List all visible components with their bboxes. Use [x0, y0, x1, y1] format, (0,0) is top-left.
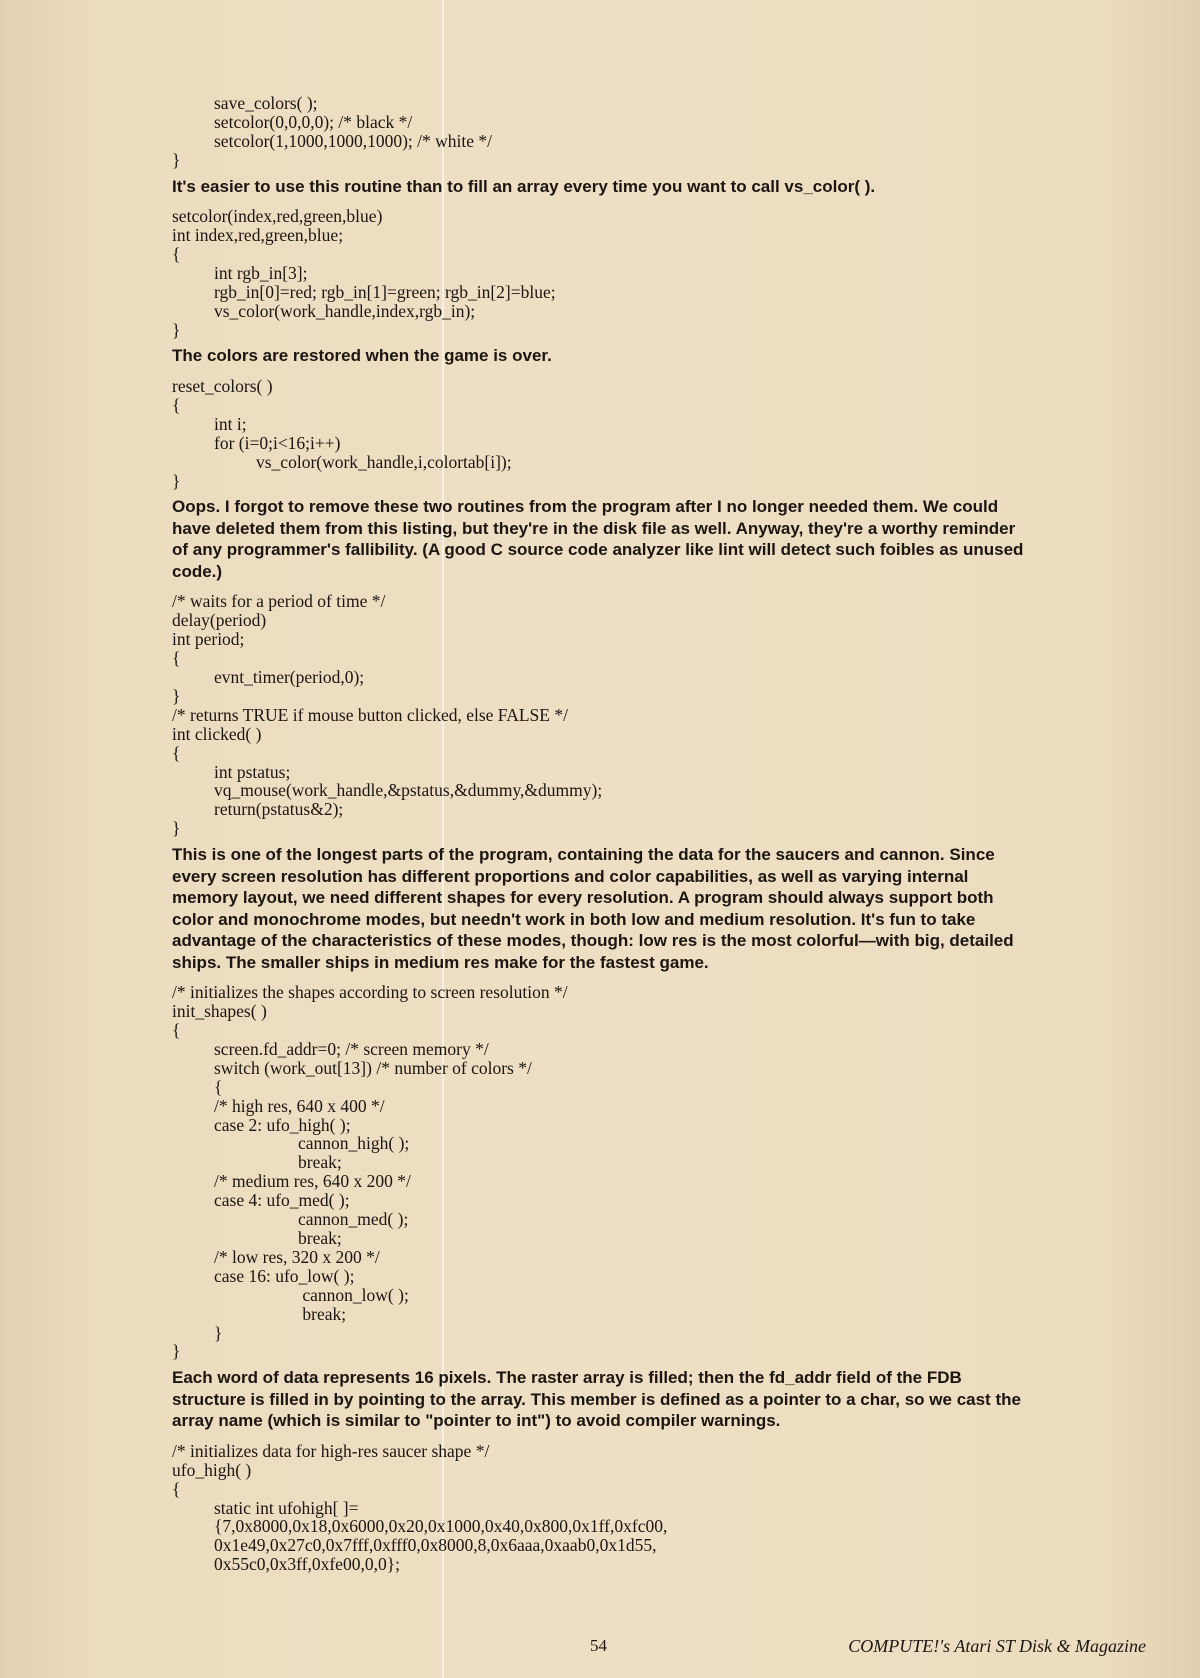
code-line: /* waits for a period of time */ [172, 591, 386, 612]
code-line: /* medium res, 640 x 200 */ [214, 1171, 411, 1192]
code-line: evnt_timer(period,0); [214, 667, 365, 688]
code-listing [172, 377, 1032, 490]
code-line: ufo_high( ) [172, 1459, 252, 1480]
code-line: case 4: ufo_med( ); [214, 1190, 350, 1211]
article-paragraph: The colors are restored when the game is over. [172, 346, 552, 366]
code-line: } [214, 1322, 223, 1343]
code-line: int pstatus; [214, 761, 291, 782]
code-line: init_shapes( ) [172, 1001, 267, 1022]
code-line: setcolor(1,1000,1000,1000); /* white */ [214, 130, 493, 151]
code-line: break; [298, 1303, 347, 1324]
code-line: } [172, 319, 181, 340]
code-line: cannon_med( ); [298, 1209, 409, 1230]
code-line: } [172, 1341, 181, 1362]
code-line: break; [298, 1152, 342, 1173]
code-listing [172, 1442, 1032, 1574]
code-line: return(pstatus&2); [214, 799, 344, 820]
code-line: } [172, 470, 181, 491]
code-line: break; [298, 1227, 342, 1248]
code-line: int rgb_in[3]; [214, 262, 308, 283]
article-paragraph: It's easier to use this routine than to fill an array every time you want to call vs_color( ). [172, 176, 876, 196]
code-line: setcolor(index,red,green,blue) [172, 206, 383, 227]
magazine-title: COMPUTE!'s Atari ST Disk & Magazine [848, 1636, 1146, 1656]
code-line: reset_colors( ) [172, 375, 273, 396]
code-line: 0x55c0,0x3ff,0xfe00,0,0}; [214, 1554, 400, 1575]
code-listing [172, 94, 1032, 170]
code-listing [172, 983, 1032, 1361]
article-paragraph: Oops. I forgot to remove these two routines from the program after I no longer needed them. We could have deleted them from this listing, but they're in the disk file as well. Anyway, they're a worthy reminder of any programmer's fallibility. (A good C source code analyzer like lint will detect such foibles as unused code.) [172, 497, 1024, 581]
code-line: cannon_high( ); [298, 1133, 410, 1154]
code-line: int index,red,green,blue; [172, 225, 344, 246]
code-line: {7,0x8000,0x18,0x6000,0x20,0x1000,0x40,0x800,0x1ff,0xfc00, [214, 1516, 668, 1537]
code-line: vq_mouse(work_handle,&pstatus,&dummy,&dummy); [214, 780, 603, 801]
code-line: { [172, 243, 181, 264]
article-body [172, 94, 1032, 1580]
code-line: int period; [172, 629, 245, 650]
code-line: } [172, 818, 181, 839]
article-paragraph: This is one of the longest parts of the program, containing the data for the saucers and cannon. Since every screen resolution has different proportions and color capabilities, as well as varying internal memory layout, we need different shapes for every resolution. A program should always support both color and monochrome modes, but needn't work in both low and medium resolution. It's fun to take advantage of the characteristics of these modes, though: low res is the most colorful—with big, detailed ships. The smaller ships in medium res make for the fastest game. [172, 845, 1014, 972]
code-line: vs_color(work_handle,index,rgb_in); [214, 300, 476, 321]
code-line: /* returns TRUE if mouse button clicked, else FALSE */ [172, 704, 568, 725]
code-line: static int ufohigh[ ]= [214, 1497, 359, 1518]
code-listing [172, 207, 1032, 339]
code-line: { [214, 1076, 223, 1097]
code-line: int i; [214, 413, 247, 434]
code-line: } [172, 685, 181, 706]
code-line: 0x1e49,0x27c0,0x7fff,0xfff0,0x8000,8,0x6aaa,0xaab0,0x1d55, [214, 1535, 657, 1556]
page-number: 54 [590, 1636, 607, 1655]
article-paragraph: Each word of data represents 16 pixels. The raster array is filled; then the fd_addr field of the FDB structure is filled in by pointing to the array. This member is defined as a pointer to a char, so we cast the array name (which is similar to "pointer to int") to avoid compiler warnings. [172, 1368, 1021, 1431]
code-line: rgb_in[0]=red; rgb_in[1]=green; rgb_in[2]=blue; [214, 281, 556, 302]
code-line: delay(period) [172, 610, 267, 631]
code-line: /* high res, 640 x 400 */ [214, 1095, 385, 1116]
code-line: /* low res, 320 x 200 */ [214, 1246, 380, 1267]
code-line: int clicked( ) [172, 723, 262, 744]
code-line: setcolor(0,0,0,0); /* black */ [214, 111, 413, 132]
code-line: case 2: ufo_high( ); [214, 1114, 351, 1135]
code-line: { [172, 1020, 181, 1040]
code-line: vs_color(work_handle,i,colortab[i]); [256, 451, 512, 472]
code-line: { [172, 742, 181, 763]
code-line: { [172, 1478, 181, 1499]
code-line: /* initializes data for high-res saucer shape */ [172, 1440, 490, 1461]
code-line: { [172, 394, 181, 415]
code-line: cannon_low( ); [298, 1284, 409, 1305]
code-line: screen.fd_addr=0; /* screen memory */ [214, 1038, 489, 1059]
code-line: } [172, 149, 181, 170]
code-line: switch (work_out[13]) /* number of colors */ [214, 1057, 532, 1078]
code-line: { [172, 648, 181, 669]
code-line: case 16: ufo_low( ); [214, 1265, 355, 1286]
code-line: save_colors( ); [214, 93, 318, 113]
code-line: for (i=0;i<16;i++) [214, 432, 341, 453]
code-listing [172, 592, 1032, 838]
code-line: /* initializes the shapes according to screen resolution */ [172, 982, 568, 1003]
